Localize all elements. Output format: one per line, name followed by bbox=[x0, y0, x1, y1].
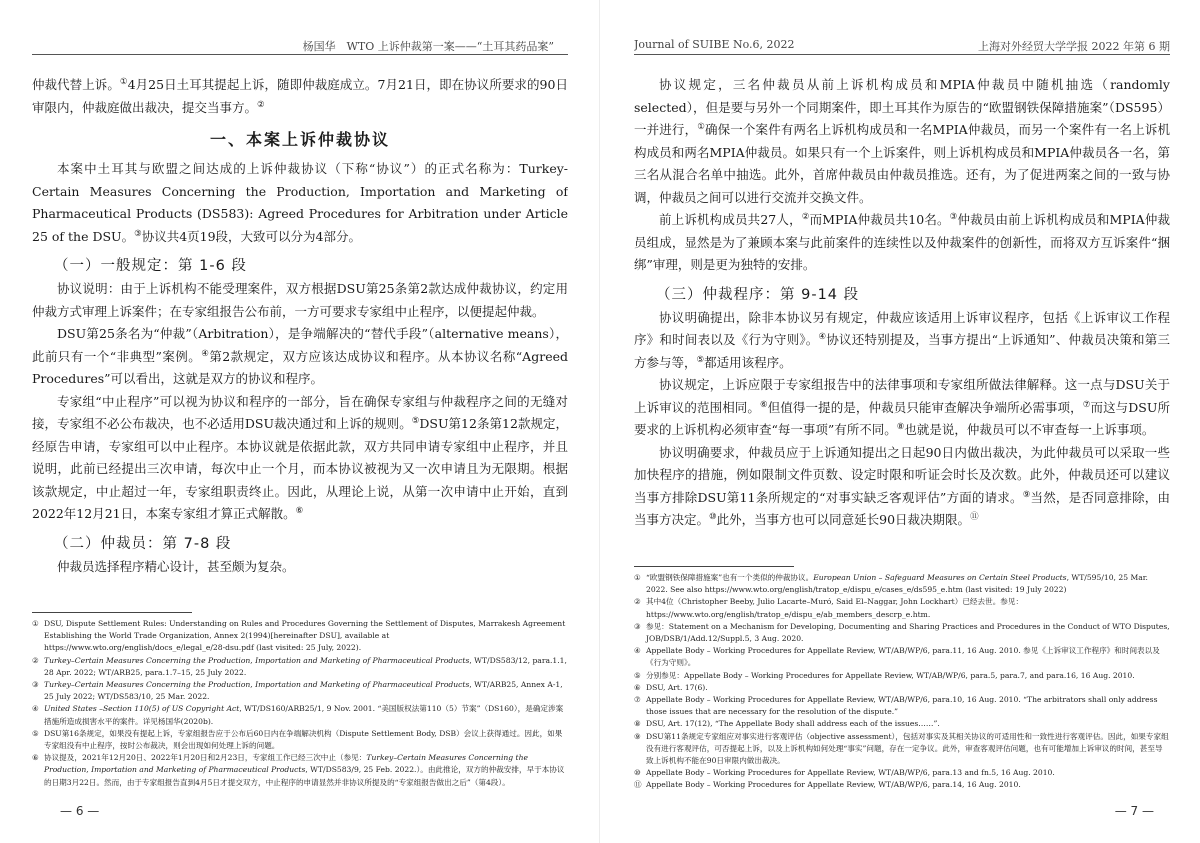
footnote: ⑪ Appellate Body – Working Procedures for Appellate Review, WT/AB/WP/6, para.14, 16 Aug. 2010. bbox=[634, 780, 1021, 790]
subsection-title-3: （三）仲裁程序：第 9-14 段 bbox=[656, 286, 860, 303]
footnote-ref: ⑩ bbox=[709, 511, 717, 522]
footnote-ref: ③ bbox=[949, 211, 958, 222]
footnote-rule bbox=[32, 612, 192, 613]
left-running-head-title: 杨国华 WTO 上诉仲裁第一案——“土耳其药品案” bbox=[302, 40, 554, 53]
right-body bbox=[634, 74, 1170, 532]
footnote: ④ Appellate Body – Working Procedures for Appellate Review, WT/AB/WP/6, para.11, 16 Aug. 2010. 参见《上诉审议工作程序》和时间表以及《行为守则》。 bbox=[634, 646, 1160, 668]
footnote-ref: ② bbox=[257, 99, 265, 110]
footnote-ref: ⑨ bbox=[1022, 489, 1031, 500]
footnote: ⑧ DSU, Art. 17(12), “The Appellate Body shall address each of the issues……”. bbox=[634, 719, 940, 729]
footnote: ① DSU, Dispute Settlement Rules: Understanding on Rules and Procedures Governing the Settlement of Disputes, Marrakesh Agreement Establishing the World Trade Organization, Annex 2(1994)[hereinafter DSU], available at https://www.wto.org/english/docs_e/legal_e/28-dsu.pdf (last visited: 25 July, 2022). bbox=[32, 619, 566, 653]
footnote-ref: ⑪ bbox=[970, 511, 979, 522]
footnote-ref: ④ bbox=[818, 331, 827, 342]
footnote: ⑤ DSU第16条规定，如果没有提起上诉，专家组报告应于公布后60日内在争端解决机构（Dispute Settlement Body, DSB）会议上获得通过。因此，如果专家组没有中止程序，按时公布裁决，则会出现如何处理上诉的问题。 bbox=[32, 728, 563, 751]
footnote-ref: ⑦ bbox=[1082, 399, 1091, 410]
footnote-ref: ⑥ bbox=[760, 399, 768, 410]
footnote-rule bbox=[634, 566, 794, 567]
footnote-ref: ② bbox=[801, 211, 810, 222]
body-paragraph: 协议明确提出，除非本协议另有规定，仲裁应该适用上诉审议程序，包括《上诉审议工作程序》和时间表以及《行为守则》。④协议还特别提及，当事方提出“上诉通知”、仲裁员决策和第三方参与等，⑤都适用该程序。 bbox=[634, 309, 1170, 370]
gutter bbox=[599, 0, 600, 843]
page-number-right: — 7 — bbox=[1114, 804, 1154, 818]
footnote: ⑥ DSU, Art. 17(6). bbox=[634, 682, 708, 692]
footnote-ref: ⑤ bbox=[411, 415, 420, 426]
journal-name-en: Journal of SUIBE No.6, 2022 bbox=[634, 38, 795, 51]
intro-paragraph: 本案中土耳其与欧盟之间达成的上诉仲裁协议（下称“协议”）的正式名称为：Turkey-Certain Measures Concerning the Production, Importation and Marketing of Pharmaceutical Products (DS583): Agreed Procedures for Arbitration under Article 25 of the DSU。③协议共4页19段，大致可以分为4部分。 bbox=[32, 161, 568, 244]
section-title: 一、本案上诉仲裁协议 bbox=[209, 130, 390, 149]
left-paragraph-top: 仲裁代替上诉。①4月25日土耳其提起上诉，随即仲裁庭成立。7月21日，即在协议所要求的90日审限内，仲裁庭做出裁决，提交当事方。② bbox=[32, 76, 568, 115]
body-paragraph: 前上诉机构成员共27人，②而MPIA仲裁员共10名。③仲裁员由前上诉机构成员和MPIA仲裁员组成，显然是为了兼顾本案与此前案件的连续性以及仲裁案件的创新性，而将双方互诉案件“捆绑”审理，则是更为独特的安排。 bbox=[634, 211, 1170, 272]
footnote-ref: ④ bbox=[201, 348, 210, 359]
footnote: ② 其中4位（Christopher Beeby, Julio Lacarte–Muró, Said El–Naggar, John Lockhart）已经去世。参见：https://www.wto.org/english/tratop_e/dispu_e/ab_members_descrp_e.htm. bbox=[634, 597, 1024, 619]
page-number-left: — 6 — bbox=[60, 804, 100, 818]
subsection-title-2: （二）仲裁员：第 7-8 段 bbox=[54, 535, 232, 552]
footnote-ref: ⑤ bbox=[696, 354, 705, 365]
footnote-ref: ① bbox=[697, 121, 705, 132]
left-page bbox=[32, 0, 568, 843]
right-page bbox=[634, 0, 1170, 843]
body-paragraph: 协议规定，上诉应限于专家组报告中的法律事项和专家组所做法律解释。这一点与DSU关于上诉审议的范围相同。⑥但值得一提的是，仲裁员只能审查解决争端所必需事项，⑦而这与DSU所要求的上诉机构必须审查“每一事项”有所不同。⑧也就是说，仲裁员可以不审查每一上诉事项。 bbox=[634, 377, 1170, 437]
footnote: ⑥ 协议提及，2021年12月20日、2022年1月20日和2月23日，专家组工作已经三次中止（参见：Turkey–Certain Measures Concerning the Production, Importation and Marketing of Pharmaceutical Products, WT/DS583/9, 25 Feb. 2022.）。由此推论，双方的仲裁安排，早于本协议的日期3月22日。然而，由于专家组报告直到4月5日才提交双方，中止程序的申请显然并非协议所提及的“专家组报告做出之后”（第4段）。 bbox=[32, 753, 565, 787]
body-paragraph: 协议规定，三名仲裁员从前上诉机构成员和MPIA仲裁员中随机抽选（randomly selected），但是要与另外一个同期案件，即土耳其作为原告的“欧盟钢铁保障措施案”（DS595）一并进行，①确保一个案件有两名上诉机构成员和一名MPIA仲裁员，而另一个案件有一名上诉机构成员和两名MPIA仲裁员。如果只有一个上诉案件，则上诉机构成员和MPIA仲裁员各一名，第三名从混合名单中抽选。此外，首席仲裁员由仲裁员推选。还有，为了促进两案之间的一致与协调，仲裁员之间可以进行交流并交换文件。 bbox=[634, 77, 1170, 205]
journal-name-cn: 上海对外经贸大学学报 2022 年第 6 期 bbox=[978, 40, 1170, 53]
footnote: ③ Turkey–Certain Measures Concerning the Production, Importation and Marketing of Pharmaceutical Products, WT/ARB25, Annex A-1, 25 July 2022; WT/DS583/10, 25 Mar. 2022. bbox=[32, 680, 563, 702]
footnote: ③ 参见：Statement on a Mechanism for Developing, Documenting and Sharing Practices and Procedures in the Conduct of WTO Disputes, JOB/DSB/1/Add.12/Suppl.5, 3 Aug. 2020. bbox=[634, 621, 1170, 644]
footnote: ⑦ Appellate Body – Working Procedures for Appellate Review, WT/AB/WP/6, para.10, 16 Aug. 2010. “The arbitrators shall only address those issues that are necessary for the resolution of the dispute.” bbox=[634, 695, 1158, 717]
left-running-head bbox=[32, 34, 568, 55]
left-body bbox=[32, 74, 568, 578]
footnote: ② Turkey–Certain Measures Concerning the Production, Importation and Marketing of Pharmaceutical Products, WT/DS583/12, para.1.1, 28 Apr. 2022; WT/ARB25, para.1.7–15, 25 July 2022. bbox=[32, 655, 567, 677]
body-paragraph: 协议说明：由于上诉机构不能受理案件，双方根据DSU第25条第2款达成仲裁协议，约定用仲裁方式审理上诉案件；在专家组报告公布前，一方可要求专家组中止程序，以便提起仲裁。 bbox=[32, 281, 568, 319]
right-running-head bbox=[634, 34, 1170, 55]
footnote-ref: ⑥ bbox=[295, 505, 304, 516]
footnote: ⑨ DSU第11条规定专家组应对事实进行客观评估（objective assessment），包括对事实及其相关协议的可适用性和一致性进行客观评估。因此，如果专家组没有进行客观评估，可否提起上诉，以及上诉机构如何处理“事实”问题，存在一定争议。此外，审查客观评估问题，也有可能增加上诉审议的时间，甚至导致上诉机构不能在90日审限内做出裁决。 bbox=[634, 731, 1169, 766]
body-paragraph: 专家组“中止程序”可以视为协议和程序的一部分，旨在确保专家组与仲裁程序之间的无缝对接，专家组不必公布裁决，也不必适用DSU裁决通过和上诉的规则。⑤DSU第12条第12款规定，经原告申请，专家组可以中止程序。本协议就是依据此款，双方共同申请专家组中止程序，并且说明，此前已经提出三次申请，每次中止一个月，而本协议被视为又一次申请且为无限期。根据该款规定，中止超过一年，专家组职责终止。因此，从理论上说，从第一次申请中止开始，直到2022年12月21日，本案专家组才算正式解散。⑥ bbox=[32, 393, 568, 521]
left-footnotes bbox=[32, 618, 568, 789]
right-footnotes bbox=[634, 572, 1170, 792]
footnote-ref: ① bbox=[119, 76, 128, 87]
footnote: ⑤ 分别参见：Appellate Body – Working Procedures for Appellate Review, WT/AB/WP/6, para.5, para.7, and para.16, 16 Aug. 2010. bbox=[634, 670, 1135, 680]
footnote: ⑩ Appellate Body – Working Procedures for Appellate Review, WT/AB/WP/6, para.13 and fn.5, 16 Aug. 2010. bbox=[634, 768, 1055, 778]
body-paragraph: DSU第25条名为“仲裁”（Arbitration），是争端解决的“替代手段”（alternative means），此前只有一个“非典型”案例。④第2款规定，双方应该达成协议和程序。从本协议名称“Agreed Procedures”可以看出，这就是双方的协议和程序。 bbox=[32, 326, 568, 386]
subsection-title-1: （一）一般规定：第 1-6 段 bbox=[54, 258, 247, 274]
footnote-ref: ③ bbox=[134, 228, 142, 239]
body-paragraph: 仲裁员选择程序精心设计，甚至颇为复杂。 bbox=[57, 558, 295, 574]
footnote: ① “欧盟钢铁保障措施案”也有一个类似的仲裁协议。European Union – Safeguard Measures on Certain Steel Products, WT/595/10, 25 Mar. 2022. See also https://www.wto.org/english/tratop_e/dispu_e/cases_e/ds595_e.htm (last visited: 19 July 2022) bbox=[634, 573, 1148, 595]
footnote-ref: ⑧ bbox=[896, 421, 905, 432]
body-paragraph: 协议明确要求，仲裁员应于上诉通知提出之日起90日内做出裁决，为此仲裁员可以采取一些加快程序的措施，例如限制文件页数、设定时限和听证会时长及次数。此外，仲裁员还可以建议当事方排除DSU第11条所规定的“对事实缺乏客观评估”方面的请求。⑨当然，是否同意排除，由当事方决定。⑩此外，当事方也可以同意延长90日裁决期限。⑪ bbox=[634, 444, 1170, 527]
footnote: ④ United States –Section 110(5) of US Copyright Act, WT/DS160/ARB25/1, 9 Nov. 2001. “美国版权法第110（5）节案”（DS160），是确定涉案措施所造成损害水平的案件。详见杨国华(2020b). bbox=[32, 704, 564, 726]
